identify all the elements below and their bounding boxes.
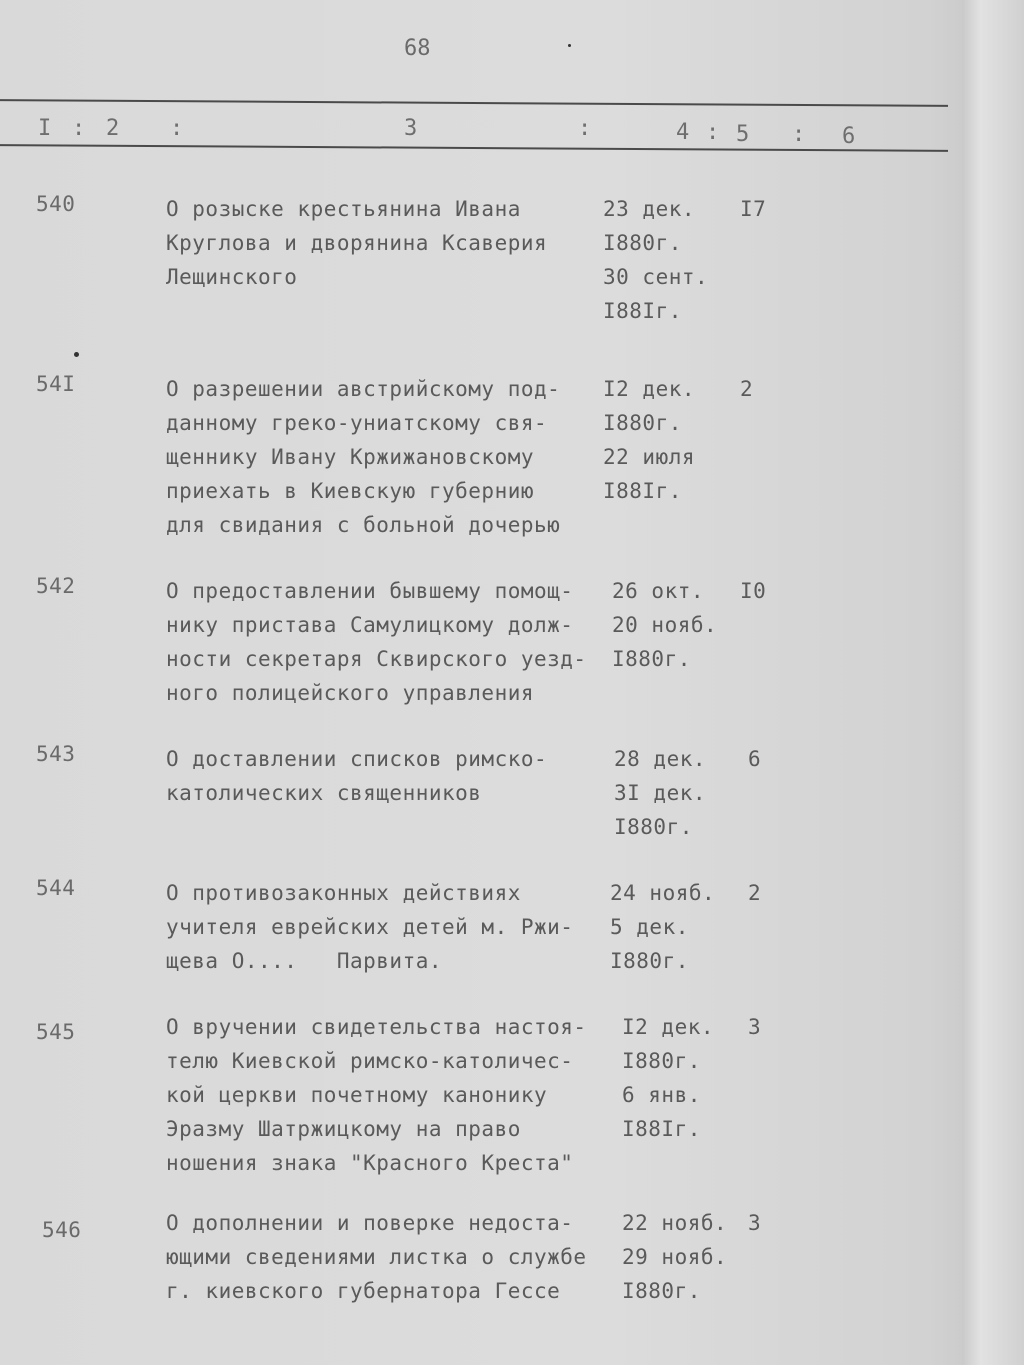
date-line: I880г.	[603, 411, 682, 435]
date-line: I880г.	[614, 815, 693, 839]
description-line: кой церкви почетному канонику	[166, 1083, 548, 1107]
date-line: 26 окт.	[612, 579, 705, 603]
description-line: г. киевского губернатора Гессе	[166, 1279, 561, 1303]
date-line: I88Iг.	[603, 479, 682, 503]
header-col-1: I	[38, 116, 52, 141]
description-line: учителя еврейских детей м. Ржи-	[166, 915, 574, 939]
date-line: I880г.	[603, 231, 682, 255]
date-line: 22 нояб.	[622, 1211, 728, 1235]
date-line: I2 дек.	[603, 377, 696, 401]
record-description	[166, 1010, 606, 1180]
description-line: Лещинского	[166, 265, 298, 289]
description-line: для свидания с больной дочерью	[166, 513, 561, 537]
record-number: 545	[36, 1020, 76, 1044]
description-line: ющими сведениями листка о службе	[166, 1245, 587, 1269]
record-dates	[603, 192, 733, 328]
date-line: 29 нояб.	[622, 1245, 728, 1269]
description-line: Эразму Шатржицкому на право	[166, 1117, 521, 1141]
header-sep-5: :	[792, 122, 806, 147]
date-line: 22 июля	[603, 445, 696, 469]
record-dates	[614, 742, 744, 844]
description-line: О дополнении и поверке недоста-	[166, 1211, 574, 1235]
description-line: католических священников	[166, 781, 482, 805]
date-line: 23 дек.	[603, 197, 696, 221]
date-line: I880г.	[610, 949, 689, 973]
record-description	[166, 1206, 606, 1308]
header-col-2: 2	[106, 116, 120, 141]
description-line: О доставлении списков римско-	[166, 747, 548, 771]
description-line: телю Киевской римско-католичес-	[166, 1049, 574, 1073]
record-number: 542	[36, 574, 76, 598]
page-number: 68	[404, 36, 431, 61]
record-number: 54I	[36, 372, 76, 396]
description-line: ного полицейского управления	[166, 681, 535, 705]
record-sheet-count: I0	[740, 579, 767, 603]
header-col-5: 5	[736, 122, 750, 147]
record-sheet-count: 3	[748, 1211, 762, 1235]
date-line: 20 нояб.	[612, 613, 718, 637]
date-line: 28 дек.	[614, 747, 707, 771]
record-number: 544	[36, 876, 76, 900]
date-line: I88Iг.	[622, 1117, 701, 1141]
record-sheet-count: 2	[748, 881, 762, 905]
date-line: 3I дек.	[614, 781, 707, 805]
date-line: 6 янв.	[622, 1083, 701, 1107]
description-line: нику пристава Самулицкому долж-	[166, 613, 574, 637]
ink-speck	[74, 352, 79, 357]
record-description	[166, 372, 606, 542]
record-description	[166, 574, 606, 710]
header-sep-2: :	[170, 116, 184, 141]
header-sep-1: :	[72, 116, 86, 141]
header-sep-4: :	[706, 120, 720, 145]
description-line: приехать в Киевскую губернию	[166, 479, 535, 503]
record-description	[166, 742, 606, 810]
record-dates	[610, 876, 740, 978]
description-line: ности секретаря Сквирского уезд-	[166, 647, 587, 671]
date-line: I2 дек.	[622, 1015, 715, 1039]
record-dates	[622, 1010, 752, 1146]
record-sheet-count: I7	[740, 197, 767, 221]
header-col-6: 6	[842, 124, 856, 149]
record-number: 543	[36, 742, 76, 766]
record-number: 546	[42, 1218, 82, 1242]
header-col-4: 4	[676, 120, 690, 145]
date-line: 5 дек.	[610, 915, 689, 939]
record-sheet-count: 3	[748, 1015, 762, 1039]
description-line: О предоставлении бывшему помощ-	[166, 579, 574, 603]
description-line: О вручении свидетельства настоя-	[166, 1015, 587, 1039]
next-page-edge	[962, 0, 1024, 1365]
description-line: щеннику Ивану Кржижановскому	[166, 445, 535, 469]
description-line: О розыске крестьянина Ивана	[166, 197, 521, 221]
record-number: 540	[36, 192, 76, 216]
description-line: О разрешении австрийскому под-	[166, 377, 561, 401]
record-sheet-count: 2	[740, 377, 754, 401]
description-line: щева О.... Парвита.	[166, 949, 443, 973]
description-line: О противозаконных действиях	[166, 881, 521, 905]
ink-speck	[568, 44, 571, 47]
date-line: 24 нояб.	[610, 881, 716, 905]
header-sep-3: :	[578, 116, 592, 141]
date-line: I880г.	[612, 647, 691, 671]
date-line: I880г.	[622, 1279, 701, 1303]
record-description	[166, 876, 606, 978]
record-dates	[612, 574, 742, 676]
description-line: данному греко-униатскому свя-	[166, 411, 548, 435]
date-line: I88Iг.	[603, 299, 682, 323]
record-sheet-count: 6	[748, 747, 762, 771]
description-line: Круглова и дворянина Ксаверия	[166, 231, 548, 255]
header-col-3: 3	[404, 116, 418, 141]
date-line: I880г.	[622, 1049, 701, 1073]
description-line: ношения знака "Красного Креста"	[166, 1151, 574, 1175]
record-dates	[622, 1206, 752, 1308]
date-line: 30 сент.	[603, 265, 709, 289]
record-dates	[603, 372, 733, 508]
record-description	[166, 192, 606, 294]
